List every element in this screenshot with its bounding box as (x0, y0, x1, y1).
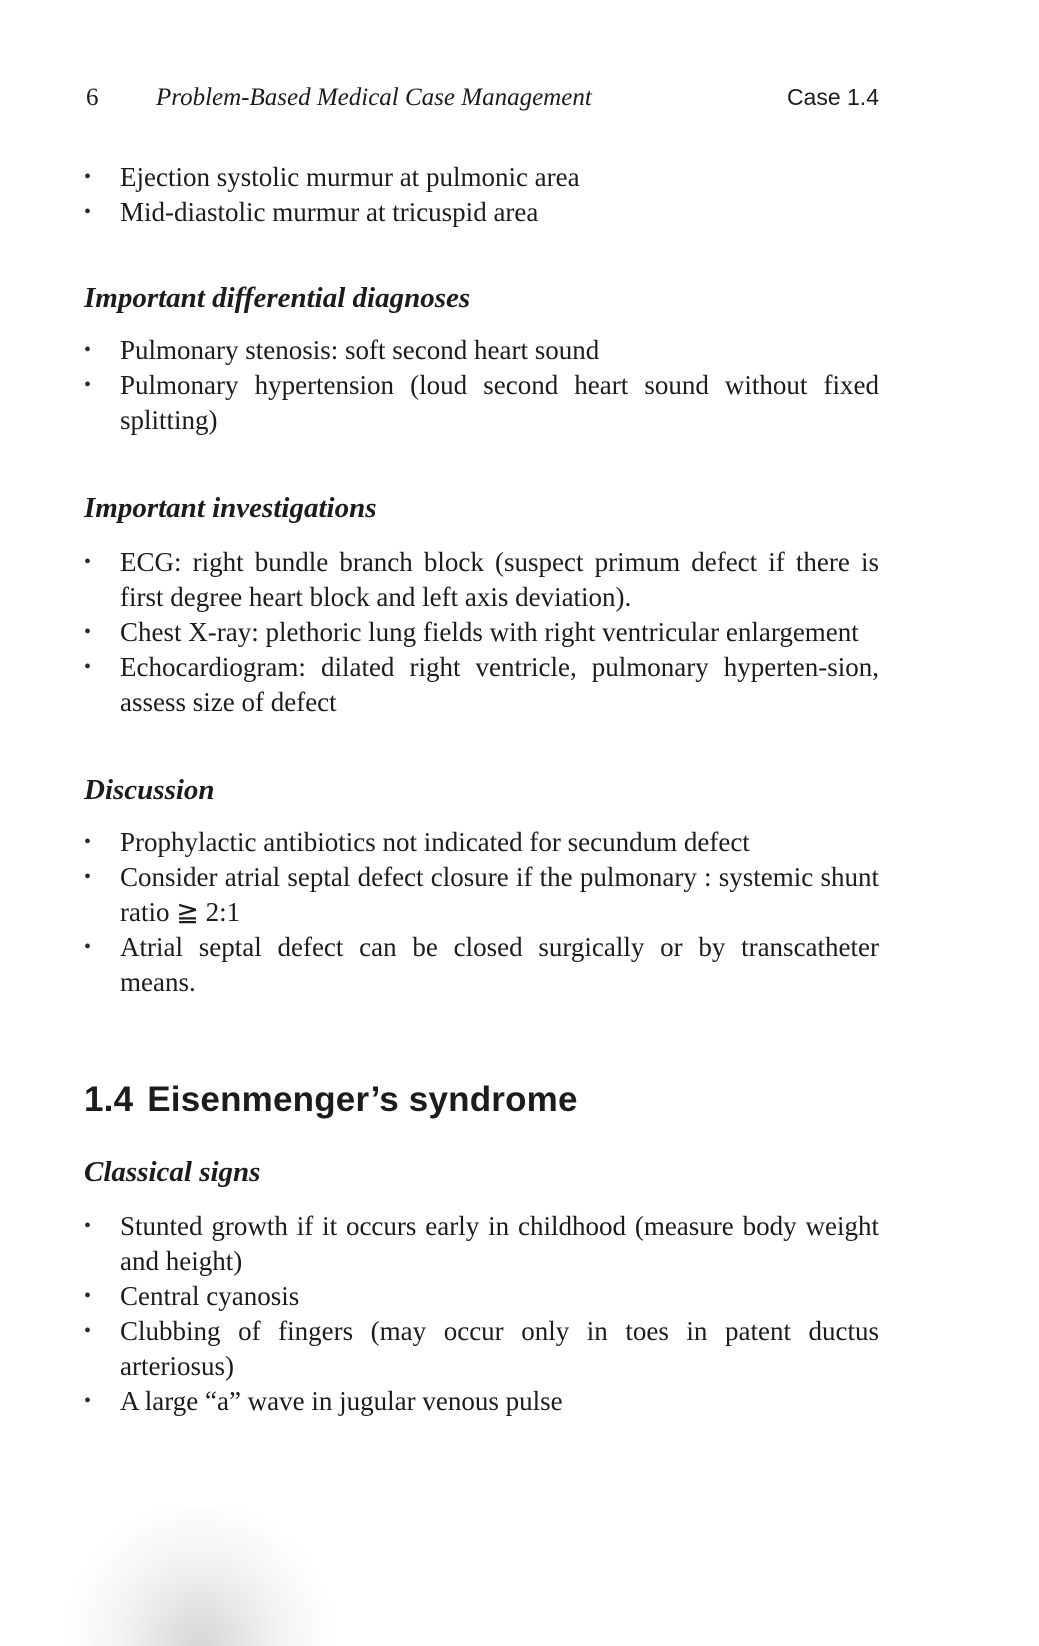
chapter-heading (84, 1080, 879, 1120)
list-item: • Central cyanosis (84, 1279, 879, 1314)
page-content (84, 160, 879, 1419)
classical-signs-heading: Classical signs (84, 1156, 261, 1188)
investigations-list (84, 545, 879, 720)
list-item: • Ejection systolic murmur at pulmonic area (84, 160, 879, 195)
list-item: • Consider atrial septal defect closure if the pulmonary : systemic shunt ratio ≧ 2:1 (84, 860, 879, 930)
discussion-heading: Discussion (84, 774, 215, 806)
differential-heading: Important differential diagnoses (84, 282, 471, 314)
case-label: Case 1.4 (786, 84, 879, 110)
list-item: • A large “a” wave in jugular venous pulse (84, 1384, 879, 1419)
list-item: • Echocardiogram: dilated right ventricle, pulmonary hyperten-sion, assess size of defect (84, 650, 879, 720)
list-item: • Stunted growth if it occurs early in childhood (measure body weight and height) (84, 1209, 879, 1279)
discussion-list (84, 825, 879, 1000)
list-item: • ECG: right bundle branch block (suspect primum defect if there is first degree heart block and left axis deviation). (84, 545, 879, 615)
page-number: 6 (86, 84, 99, 111)
list-item: • Atrial septal defect can be closed surgically or by transcatheter means. (84, 930, 879, 1000)
classical-signs-list (84, 1209, 879, 1419)
investigations-heading: Important investigations (84, 492, 377, 524)
book-title: Problem-Based Medical Case Management (156, 84, 592, 111)
continued-signs-list (84, 160, 879, 230)
list-item: • Pulmonary stenosis: soft second heart sound (84, 333, 879, 368)
list-item: • Pulmonary hypertension (loud second heart sound without fixed splitting) (84, 368, 879, 438)
chapter-number: 1.4 (84, 1080, 134, 1119)
scan-shadow (70, 1506, 330, 1646)
list-item: • Clubbing of fingers (may occur only in toes in patent ductus arteriosus) (84, 1314, 879, 1384)
list-item: • Mid-diastolic murmur at tricuspid area (84, 195, 879, 230)
chapter-title: Eisenmenger’s syndrome (147, 1080, 578, 1119)
running-header (86, 84, 879, 124)
differential-list (84, 333, 879, 438)
list-item: • Chest X-ray: plethoric lung fields with right ventricular enlargement (84, 615, 879, 650)
list-item: • Prophylactic antibiotics not indicated for secundum defect (84, 825, 879, 860)
